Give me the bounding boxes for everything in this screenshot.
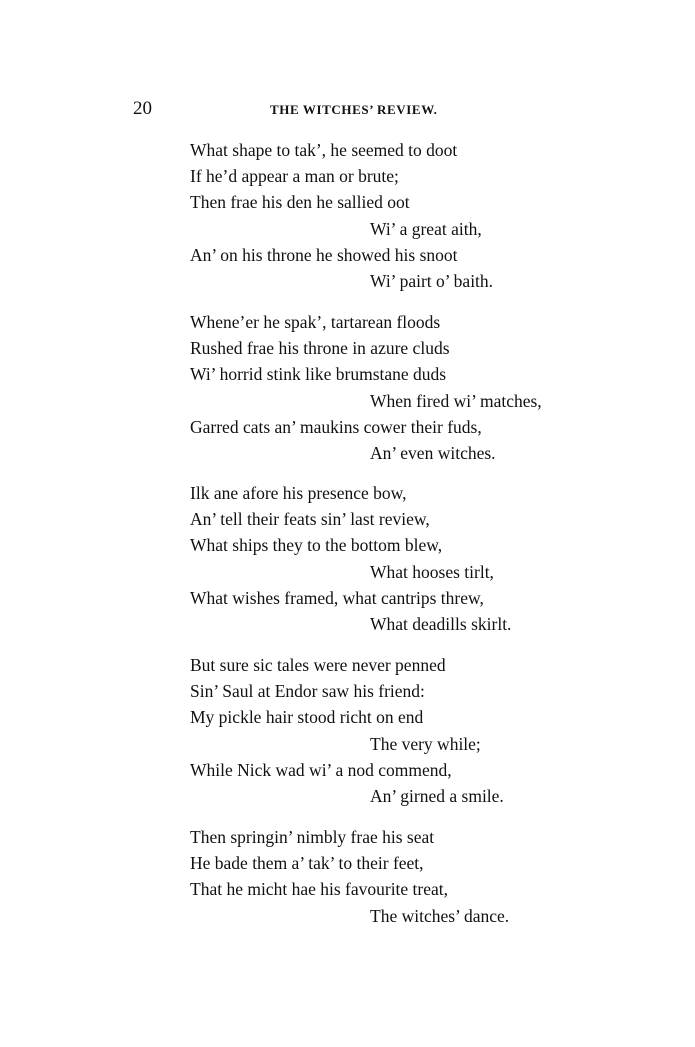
poem-line: What shape to tak’, he seemed to doot [190, 140, 458, 160]
poem-line: Sin’ Saul at Endor saw his friend: [190, 681, 425, 702]
poem-line: An’ tell their feats sin’ last review, [190, 509, 430, 530]
poem-line-indented: Wi’ a great aith, [370, 218, 482, 239]
poem-line: What ships they to the bottom blew, [190, 535, 443, 556]
poem-line: Then springin’ nimbly frae his seat [190, 827, 435, 847]
poem-line-indented: The witches’ dance. [370, 905, 510, 926]
poem-line: Whene’er he spak’, tartarean floods [190, 312, 441, 332]
poem-line: Wi’ horrid stink like brumstane duds [190, 364, 447, 385]
poem-line: That he micht hae his favourite treat, [190, 879, 449, 900]
running-title: THE WITCHES’ REVIEW. [270, 102, 438, 117]
stanza-4 [190, 652, 630, 809]
poem-line: He bade them a’ tak’ to their feet, [190, 853, 424, 874]
poem-line: Then frae his den he sallied oot [190, 192, 410, 213]
poem-line: My pickle hair stood richt on end [190, 707, 424, 728]
poem-line: An’ on his throne he showed his snoot [190, 244, 458, 265]
poem-line-indented: What deadills skirlt. [370, 613, 512, 634]
page-number: 20 [133, 98, 152, 119]
stanza-2 [190, 309, 630, 466]
poem-line: If he’d appear a man or brute; [190, 166, 399, 187]
poem-line-indented: When fired wi’ matches, [370, 390, 542, 411]
poem-line-indented: An’ even witches. [370, 442, 496, 463]
stanza-1 [190, 137, 630, 294]
stanza-3 [190, 480, 630, 637]
poem-line-indented: What hooses tirlt, [370, 561, 494, 582]
poem-line: But sure sic tales were never penned [190, 655, 446, 675]
stanza-5 [190, 824, 630, 929]
poem-line-indented: Wi’ pairt o’ baith. [370, 270, 494, 291]
poem-line: Ilk ane afore his presence bow, [190, 483, 407, 503]
poem-line-indented: An’ girned a smile. [370, 785, 504, 806]
poem-line-indented: The very while; [370, 733, 481, 754]
poem-line: Garred cats an’ maukins cower their fuds, [190, 416, 482, 437]
poem-line: What wishes framed, what cantrips threw, [190, 587, 484, 608]
poem-line: Rushed frae his throne in azure cluds [190, 338, 450, 359]
poem-line: While Nick wad wi’ a nod commend, [190, 759, 452, 780]
